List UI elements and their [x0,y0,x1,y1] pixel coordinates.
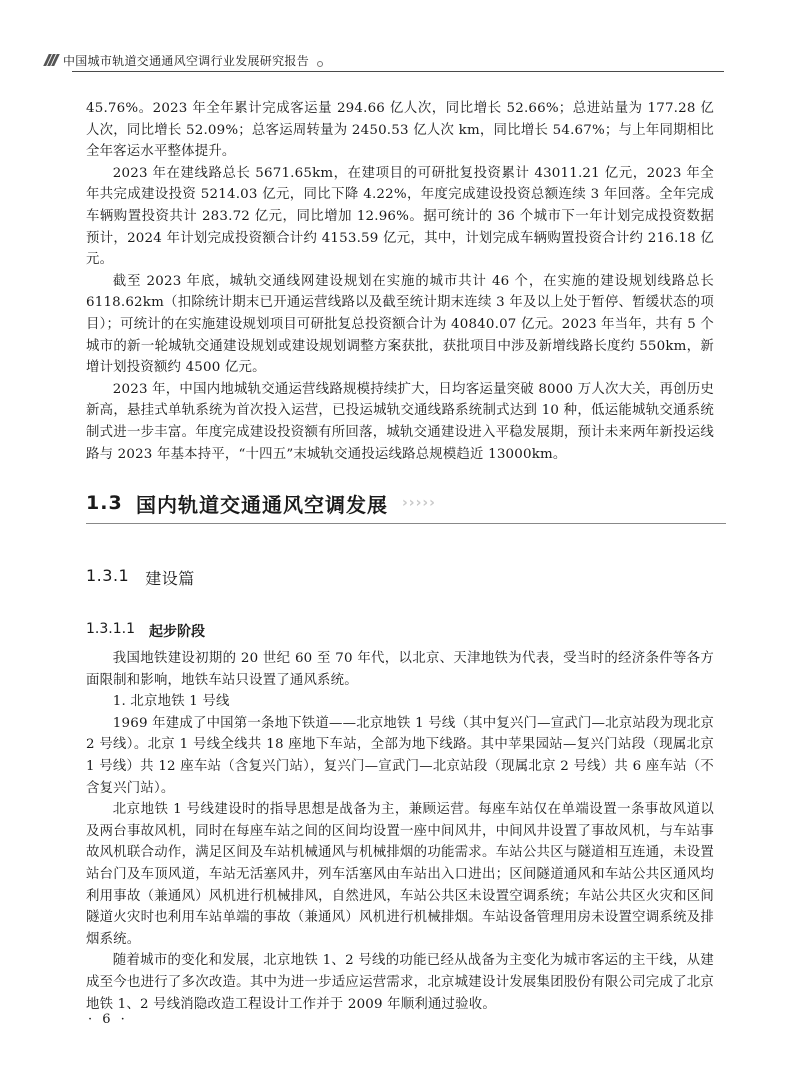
body-text-bottom [86,648,714,1015]
page-number: · 6 · [88,1012,128,1027]
paragraph: 截至 2023 年底，城轨交通线网建设规划在实施的城市共计 46 个，在实施的建设规划线路总长 6118.62km（扣除统计期末已开通运营线路以及截至统计期末连续 3 年及以上处于暂停、暂缓状态的项目）；可统计的在实施建设规划项目可研批复总投资额合计为 40840.07 亿元。2023 年当年，共有 5 个城市的新一轮城轨交通建设规划或建设规划调整方案获批，获批项目中涉及新增线路长度约 550km，新增计划投资额约 4500 亿元。 [86,273,714,376]
paragraph: 北京地铁 1 号线建设时的指导思想是战备为主，兼顾运营。每座车站仅在单端设置一条事故风道以及两台事故风机，同时在每座车站之间的区间均设置一座中间风井，中间风井设置了事故风机，与车站事故风机联合动作，满足区间及车站机械通风与机械排烟的功能需求。车站公共区与隧道相互连通，未设置站台门及车顶风道，车站无活塞风井，列车活塞风由车站出入口进出；区间隧道通风和车站公共区通风均利用事故（兼通风）风机进行机械排风，自然进风，车站公共区未设置空调系统；车站公共区火灾和区间隧道火灾时也利用车站单端的事故（兼通风）风机进行机械排烟。车站设备管理用房未设置空调系统及排烟系统。 [86,802,714,947]
paragraph: 1969 年建成了中国第一条地下铁道——北京地铁 1 号线（其中复兴门—宣武门—北京站段为现北京 2 号线）。北京 1 号线全线共 18 座地下车站，全部为地下线路。其中苹果园站—复兴门站段（现属北京 1 号线）共 12 座车站（含复兴门站），复兴门—宣武门—北京站段（现属北京 2 号线）共 6 座车站（不含复兴门站）。 [86,715,714,796]
subsection-number: 1.3.1 [86,566,130,585]
header-ornament-icon [46,54,57,66]
subsection-heading [86,566,195,589]
subsubsection-number: 1.3.1.1 [86,621,135,637]
header-dot-icon [317,61,323,67]
running-header-title: 中国城市轨道交通通风空调行业发展研究报告 [63,53,310,68]
paragraph: 1. 北京地铁 1 号线 [112,694,230,710]
paragraph: 2023 年在建线路总长 5671.65km，在建项目的可研批复投资累计 43011.21 亿元，2023 年全年共完成建设投资 5214.03 亿元，同比下降 4.22%，年度完成建设投资总额连续 3 年回落。全年完成车辆购置投资共计 283.72 亿元，同比增加 12.96%。据可统计的 36 个城市下一年计划完成投资数据预计，2024 年计划完成投资额合计约 4153.59 亿元，其中，计划完成车辆购置投资合计约 216.18 亿元。 [86,165,714,268]
section-rule [86,523,726,524]
running-header [46,50,323,70]
paragraph: 我国地铁建设初期的 20 世纪 60 至 70 年代，以北京、天津地铁为代表，受当时的经济条件等各方面限制和影响，地铁车站只设置了通风系统。 [86,651,714,688]
paragraph: 随着城市的变化和发展，北京地铁 1、2 号线的功能已经从战备为主变化为城市客运的主干线，从建成至今也进行了多次改造。其中为进一步适应运营需求，北京城建设计发展集团股份有限公司完成了北京地铁 1、2 号线消隐改造工程设计工作并于 2009 年顺利通过验收。 [86,953,714,1012]
section-arrows-icon: › › › › › [402,495,435,511]
paragraph: 2023 年，中国内地城轨交通运营线路规模持续扩大，日均客运量突破 8000 万人次大关，再创历史新高，悬挂式单轨系统为首次投入运营，已投运城轨交通线路系统制式达到 10 种，低运能城轨交通系统制式进一步丰富。年度完成建设投资额有所回落，城轨交通建设进入平稳发展期，预计未来两年新投运线路与 2023 年基本持平，“十四五”末城轨交通投运线路总规模趋近 13000km。 [86,381,714,462]
body-text-top [86,98,714,465]
subsubsection-heading [86,621,205,641]
header-rule [72,71,724,72]
paragraph: 45.76%。2023 年全年累计完成客运量 294.66 亿人次，同比增长 52.66%；总进站量为 177.28 亿人次，同比增长 52.09%；总客运周转量为 2450.53 亿人次 km，同比增长 54.67%；与上年同期相比全年客运水平整体提升。 [86,101,714,160]
section-number: 1.3 [86,492,123,514]
section-heading [86,483,726,523]
subsubsection-title: 起步阶段 [148,624,205,640]
section-title: 国内轨道交通通风空调发展 [136,492,388,517]
subsection-title: 建设篇 [145,569,195,588]
